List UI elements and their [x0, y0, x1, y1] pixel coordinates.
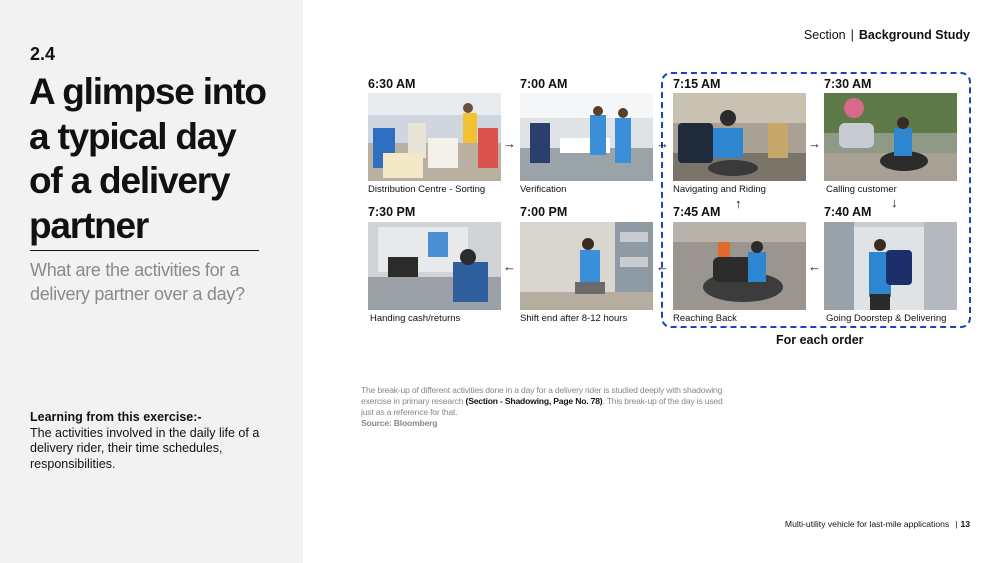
- step-time-calling: 7:30 AM: [824, 77, 872, 91]
- arrow-left-icon: ←: [656, 259, 669, 274]
- step-caption-delivering: Going Doorstep & Delivering: [826, 313, 947, 324]
- step-caption-handing: Handing cash/returns: [370, 313, 461, 324]
- photo-handing: [368, 222, 501, 310]
- page-subtitle: What are the activities for a delivery partner over a day?: [30, 260, 245, 304]
- note-text-2: . This break-up of the day is used just as a reference for that.: [361, 396, 723, 417]
- arrow-right-icon: →: [808, 136, 821, 151]
- step-time-delivering: 7:40 AM: [824, 205, 872, 219]
- page-number: 13: [960, 519, 970, 529]
- section-header: [804, 28, 970, 42]
- section-separator: |: [850, 28, 854, 42]
- learning-heading: Learning from this exercise:-: [30, 410, 202, 424]
- arrow-down-icon: ↓: [891, 195, 898, 210]
- loop-label: For each order: [776, 333, 864, 347]
- arrow-right-icon: →: [656, 136, 669, 151]
- title-line-4: partner: [29, 204, 149, 246]
- step-caption-reaching: Reaching Back: [673, 313, 737, 324]
- page-title: [29, 70, 289, 248]
- photo-calling: [824, 93, 957, 181]
- photo-riding: [673, 93, 806, 181]
- step-caption-shift-end: Shift end after 8-12 hours: [520, 313, 628, 324]
- section-prefix: Section: [803, 28, 846, 42]
- arrow-right-icon: →: [503, 136, 516, 151]
- arrow-left-icon: ←: [503, 259, 516, 274]
- step-time-sorting: 6:30 AM: [368, 77, 416, 91]
- photo-delivering: [824, 222, 957, 310]
- photo-reaching: [673, 222, 806, 310]
- photo-verification: [520, 93, 653, 181]
- note-text-1: The break-up of different activities done in a day for a delivery rider is studied deeply with shadowing exercise in primary research: [361, 385, 723, 406]
- footer: [785, 519, 970, 529]
- step-time-riding: 7:15 AM: [673, 77, 721, 91]
- learning-block: [30, 410, 260, 472]
- step-time-verification: 7:00 AM: [520, 77, 568, 91]
- arrow-left-icon: ←: [808, 259, 821, 274]
- title-divider: [30, 250, 259, 251]
- photo-shift-end: [520, 222, 653, 310]
- section-name: Background Study: [858, 28, 970, 42]
- step-time-shift-end: 7:00 PM: [520, 205, 568, 219]
- arrow-up-icon: ↑: [735, 196, 742, 211]
- note-source: Source: Bloomberg: [361, 418, 438, 428]
- step-caption-sorting: Distribution Centre - Sorting: [368, 184, 486, 195]
- learning-body: The activities involved in the daily life of a delivery rider, their time schedules, responsibilities.: [30, 425, 260, 471]
- research-note: [361, 385, 731, 429]
- step-caption-riding: Navigating and Riding: [673, 184, 766, 195]
- section-number: 2.4: [30, 44, 56, 64]
- title-line-2: a typical day: [29, 115, 236, 157]
- footer-separator: |: [955, 519, 958, 529]
- step-caption-calling: Calling customer: [826, 184, 897, 195]
- footer-text: Multi-utility vehicle for last-mile applications: [784, 519, 950, 529]
- title-line-1: A glimpse into: [29, 71, 266, 112]
- note-reference: (Section - Shadowing, Page No. 78): [465, 396, 603, 406]
- step-time-reaching: 7:45 AM: [673, 205, 721, 219]
- title-line-3: of a delivery: [29, 160, 230, 201]
- photo-sorting: [368, 93, 501, 181]
- step-time-handing: 7:30 PM: [368, 205, 416, 219]
- step-caption-verification: Verification: [520, 184, 567, 195]
